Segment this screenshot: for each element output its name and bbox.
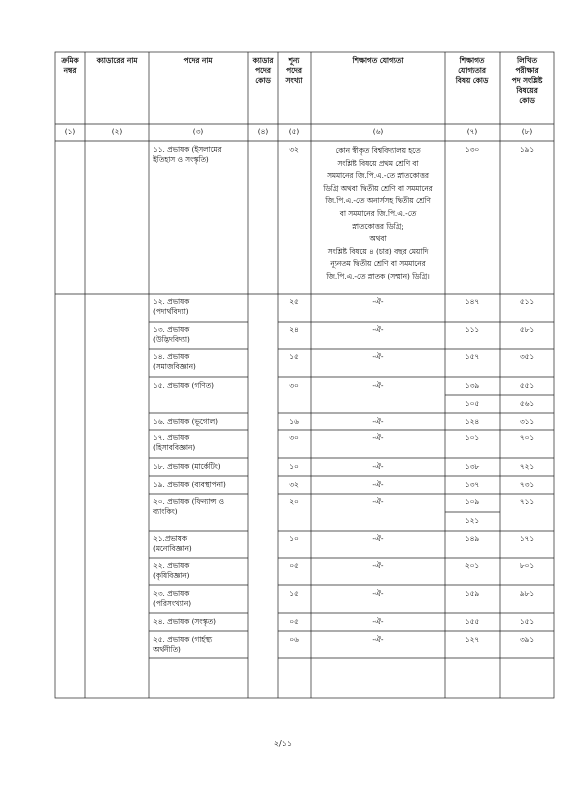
vacancy-count: ১৬ (289, 417, 299, 426)
subject-code: ১৩৯ (464, 381, 480, 390)
vacancy-count: ১০ (289, 462, 299, 471)
vacancy-count: ১০ (289, 534, 299, 543)
header-subject-code: শিক্ষাগত যোগ্যতার বিষয় কোড (455, 56, 489, 85)
subject-code: ১৪৯ (464, 534, 480, 543)
qualification-text: -ঐ- (372, 635, 384, 644)
exam-code: ৩১১ (519, 417, 535, 426)
vacancy-count: ২৫ (289, 297, 299, 306)
qualification-text: -ঐ- (372, 561, 384, 570)
post-name: ১৮. প্রভাষক (মার্কেটিং) (153, 462, 221, 471)
exam-code: ১৭১ (519, 534, 535, 543)
subject-code: ১৩০ (464, 145, 480, 154)
column-number: (৩) (192, 127, 204, 136)
header-cadre-code: ক্যাডার পদের কোড (252, 56, 274, 85)
post-name: ২২. প্রভাষক (কৃষিবিজ্ঞান) (153, 561, 190, 580)
header-post-name: পদের নাম (183, 56, 213, 65)
exam-code: ৩৯১ (519, 635, 535, 644)
exam-code: ৭১১ (519, 497, 535, 506)
vacancy-count: ৩০ (289, 433, 299, 442)
exam-code: ৩৫১ (519, 352, 535, 361)
header-serial: ক্রমিক নম্বর (61, 56, 79, 75)
header-qualification: শিক্ষাগত যোগ্যতা (352, 56, 404, 65)
subject-code: ১০৯ (464, 497, 480, 506)
column-number: (৮) (521, 127, 533, 136)
vacancy-count: ১৫ (289, 589, 299, 598)
subject-code: ১০৫ (464, 399, 480, 408)
subject-code: ১২৪ (464, 417, 480, 426)
subject-code: ২০১ (464, 561, 480, 570)
vacancy-count: ৩২ (289, 480, 299, 489)
subject-code: ১৩৮ (464, 462, 480, 471)
exam-code: ১৫১ (519, 617, 535, 626)
page-number: ২/১১ (273, 739, 293, 748)
header-cadre-name: ক্যাডারের নাম (96, 56, 138, 65)
column-number: (১) (64, 127, 76, 136)
subject-code: ১১১ (464, 325, 480, 334)
column-number: (২) (111, 127, 123, 136)
exam-code: ৫৮১ (519, 325, 535, 334)
vacancy-count: ০৫ (289, 617, 299, 626)
post-name: ২৫. প্রভাষক (গার্হস্থ্য অর্থনীতি) (153, 635, 213, 654)
subject-code: ১৫৫ (464, 617, 480, 626)
vacancy-count: ৩০ (289, 381, 299, 390)
header-vacancy: শূন্য পদের সংখ্যা (285, 56, 303, 85)
qualification-text: -ঐ- (372, 497, 384, 506)
header-exam-code: লিখিত পরীক্ষার পদ সংশ্লিষ্ট বিষয়ের কোড (511, 56, 543, 105)
column-number: (৪) (257, 127, 269, 136)
column-number: (৬) (372, 127, 384, 136)
vacancy-count: ০৫ (289, 561, 299, 570)
post-name: ২১.প্রভাষক (মনোবিজ্ঞান) (153, 534, 192, 553)
qualification-text: -ঐ- (372, 462, 384, 471)
qualification-text: -ঐ- (372, 352, 384, 361)
vacancy-count: ২৪ (289, 325, 299, 334)
exam-code: ৫১১ (519, 297, 535, 306)
qualification-text: -ঐ- (372, 417, 384, 426)
post-name: ১১. প্রভাষক (ইসলামের ইতিহাস ও সংস্কৃতি) (153, 145, 222, 164)
qualification-text: -ঐ- (372, 534, 384, 543)
qualification-text: -ঐ- (372, 617, 384, 626)
subject-code: ১২৭ (464, 635, 480, 644)
post-name: ১৪. প্রভাষক (সমাজবিজ্ঞান) (153, 352, 196, 371)
subject-code: ১৫৭ (464, 352, 480, 361)
vacancy-count: ০৬ (289, 635, 299, 644)
exam-code: ৫৫১ (519, 381, 535, 390)
qualification-text: -ঐ- (372, 480, 384, 489)
exam-code: ৮০১ (519, 561, 535, 570)
qualification-text: -ঐ- (372, 589, 384, 598)
qualification-text: -ঐ- (372, 433, 384, 442)
exam-code: ৯৮১ (519, 589, 535, 598)
qualification-text: -ঐ- (372, 381, 384, 390)
subject-code: ১০১ (464, 433, 480, 442)
post-name: ১৫. প্রভাষক (গণিত) (153, 381, 215, 390)
qualification-text: -ঐ- (372, 325, 384, 334)
subject-code: ১৫৯ (464, 589, 480, 598)
qualification-text: -ঐ- (372, 297, 384, 306)
post-name: ১৯. প্রভাষক (ব্যবস্থাপনা) (153, 480, 226, 489)
exam-code: ১৯১ (519, 145, 535, 154)
vacancy-count: ৩২ (289, 145, 299, 154)
vacancy-count: ১৫ (289, 352, 299, 361)
subject-code: ১২১ (464, 516, 480, 525)
subject-code: ১৩৭ (464, 480, 480, 489)
exam-code: ৭৩১ (519, 480, 535, 489)
post-name: ১৬. প্রভাষক (ভূগোল) (153, 417, 218, 426)
qualification-text: কোন স্বীকৃত বিশ্ববিদ্যালয় হতে সংশ্লিষ্ট বিষয়ে প্রথম শ্রেণি বা সমমানের জি.পি.এ.-তে স্নাতকোত্তর ডিগ্রি অথবা দ্বিতীয় শ্রেণি বা সমমানের জি.পি.এ.-তে অনার্সসহ দ্বিতীয় শ্রেণি বা সমমানের জি.পি.এ.-তে স্নাতকোত্তর ডিগ্রি; অথবা সংশ্লিষ্ট বিষয়ে ৪ (চার) বছর মেয়াদি ন্যূনতম দ্বিতীয় শ্রেণি বা সমমানের জি.পি.এ.-তে স্নাতক (সম্মান) ডিগ্রি। (323, 146, 433, 281)
post-name: ২৩. প্রভাষক (পরিসংখ্যান) (153, 589, 192, 608)
exam-code: ৫৬১ (519, 399, 535, 408)
column-number: (৫) (288, 127, 300, 136)
post-name: ১২. প্রভাষক (পদার্থবিদ্যা) (153, 297, 190, 316)
exam-code: ৭০১ (519, 433, 535, 442)
vacancy-count: ২০ (289, 497, 299, 506)
column-number: (৭) (466, 127, 478, 136)
post-name: ১৭. প্রভাষক (হিসাববিজ্ঞান) (153, 433, 196, 452)
post-name: ২০. প্রভাষক (ফিন্যান্স ও ব্যাংকিং) (153, 497, 224, 516)
post-name: ১৩. প্রভাষক (উদ্ভিদবিদ্যা) (153, 325, 190, 344)
post-name: ২৪. প্রভাষক (সংস্কৃত) (153, 617, 216, 626)
exam-code: ৭২১ (519, 462, 535, 471)
subject-code: ১৪৭ (464, 297, 480, 306)
